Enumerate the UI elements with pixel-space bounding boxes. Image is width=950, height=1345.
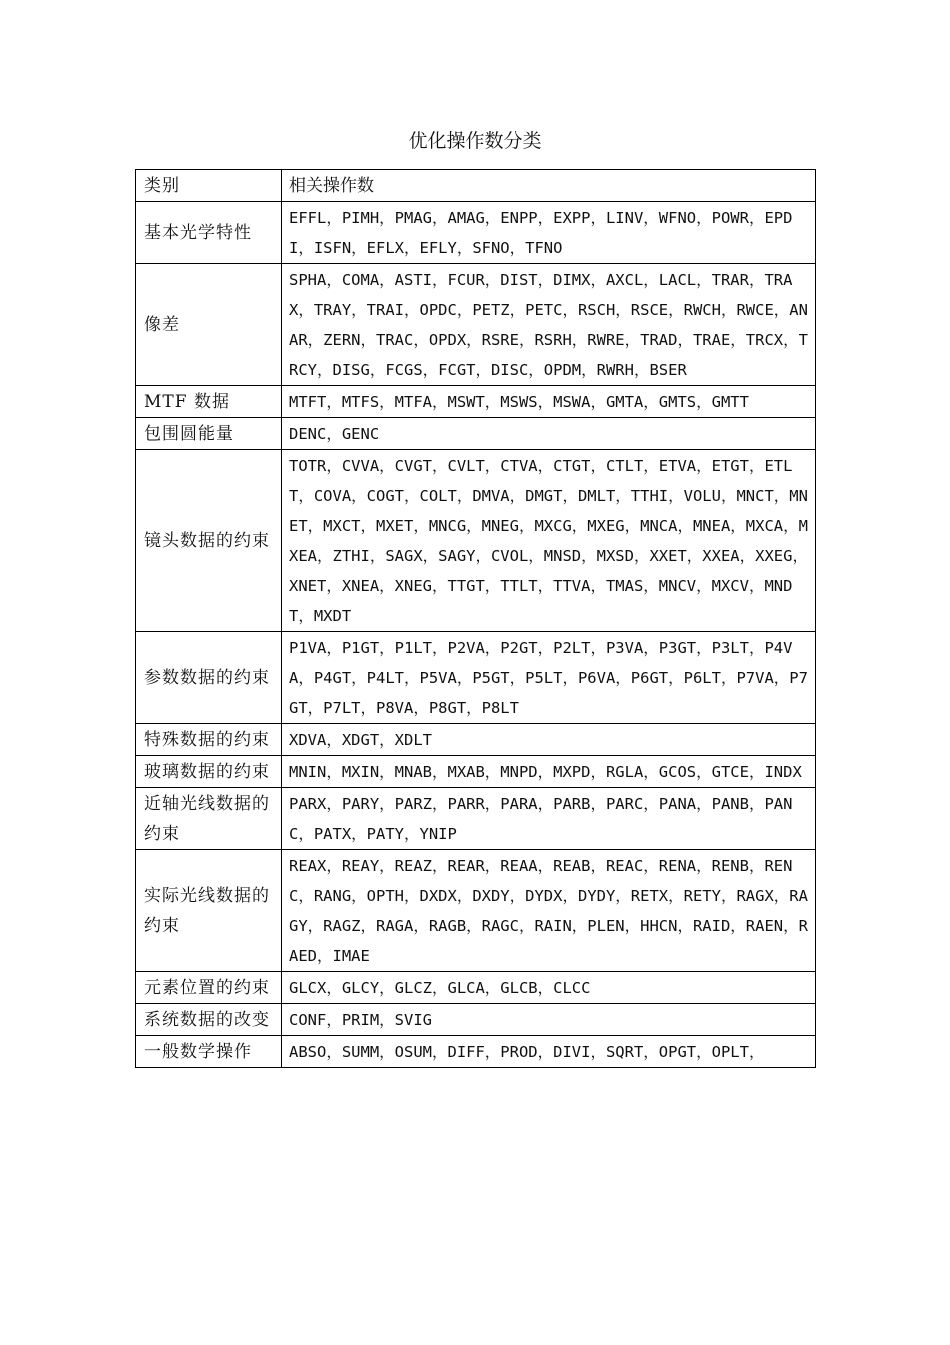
table-header-row: [136, 170, 816, 202]
category-cell: 镜头数据的约束: [136, 450, 282, 632]
category-cell: 一般数学操作: [136, 1036, 282, 1068]
category-cell: 基本光学特性: [136, 202, 282, 264]
header-category: 类别: [136, 170, 282, 202]
table-row: [136, 450, 816, 632]
page-title: 优化操作数分类: [408, 130, 542, 152]
table-row: [136, 788, 816, 850]
category-cell: 实际光线数据的约束: [136, 850, 282, 972]
table-row: [136, 264, 816, 386]
table-row: [136, 202, 816, 264]
category-cell: MTF 数据: [136, 386, 282, 418]
table-row: [136, 1036, 816, 1068]
operands-cell: CONF，PRIM，SVIG: [282, 1004, 816, 1036]
operands-cell: ABSO，SUMM，OSUM，DIFF，PROD，DIVI，SQRT，OPGT，OPLT，: [282, 1036, 816, 1068]
operands-cell: MNIN，MXIN，MNAB，MXAB，MNPD，MXPD，RGLA，GCOS，GTCE，INDX: [282, 756, 816, 788]
operands-cell: EFFL，PIMH，PMAG，AMAG，ENPP，EXPP，LINV，WFNO，POWR，EPDI，ISFN，EFLX，EFLY，SFNO，TFNO: [282, 202, 816, 264]
operands-cell: MTFT，MTFS，MTFA，MSWT，MSWS，MSWA，GMTA，GMTS，GMTT: [282, 386, 816, 418]
table-row: [136, 386, 816, 418]
table-row: [136, 724, 816, 756]
operands-cell: PARX，PARY，PARZ，PARR，PARA，PARB，PARC，PANA，PANB，PANC，PATX，PATY，YNIP: [282, 788, 816, 850]
category-cell: 玻璃数据的约束: [136, 756, 282, 788]
operands-cell: XDVA，XDGT，XDLT: [282, 724, 816, 756]
table-row: [136, 850, 816, 972]
category-cell: 特殊数据的约束: [136, 724, 282, 756]
category-cell: 近轴光线数据的约束: [136, 788, 282, 850]
operands-cell: GLCX，GLCY，GLCZ，GLCA，GLCB，CLCC: [282, 972, 816, 1004]
category-cell: 包围圆能量: [136, 418, 282, 450]
operands-cell: TOTR，CVVA，CVGT，CVLT，CTVA，CTGT，CTLT，ETVA，ETGT，ETLT，COVA，COGT，COLT，DMVA，DMGT，DMLT，TTHI，VOLU，MNCT，MNET，MXCT，MXET，MNCG，MNEG，MXCG，MXEG，MNCA，MNEA，MXCA，MXEA，ZTHI，SAGX，SAGY，CVOL，MNSD，MXSD，XXET，XXEA，XXEG，XNET，XNEA，XNEG，TTGT，TTLT，TTVA，TMAS，MNCV，MXCV，MNDT，MXDT: [282, 450, 816, 632]
header-operands: 相关操作数: [282, 170, 816, 202]
table-row: [136, 756, 816, 788]
operands-cell: REAX，REAY，REAZ，REAR，REAA，REAB，REAC，RENA，RENB，RENC，RANG，OPTH，DXDX，DXDY，DYDX，DYDY，RETX，RETY，RAGX，RAGY，RAGZ，RAGA，RAGB，RAGC，RAIN，PLEN，HHCN，RAID，RAEN，RAED，IMAE: [282, 850, 816, 972]
category-cell: 系统数据的改变: [136, 1004, 282, 1036]
operands-cell: P1VA，P1GT，P1LT，P2VA，P2GT，P2LT，P3VA，P3GT，P3LT，P4VA，P4GT，P4LT，P5VA，P5GT，P5LT，P6VA，P6GT，P6LT，P7VA，P7GT，P7LT，P8VA，P8GT，P8LT: [282, 632, 816, 724]
table-row: [136, 1004, 816, 1036]
table-row: [136, 418, 816, 450]
category-cell: 元素位置的约束: [136, 972, 282, 1004]
table-row: [136, 972, 816, 1004]
operands-cell: DENC，GENC: [282, 418, 816, 450]
category-cell: 像差: [136, 264, 282, 386]
table-row: [136, 632, 816, 724]
operand-category-table: [135, 169, 816, 1068]
operands-cell: SPHA，COMA，ASTI，FCUR，DIST，DIMX，AXCL，LACL，TRAR，TRAX，TRAY，TRAI，OPDC，PETZ，PETC，RSCH，RSCE，RWCH，RWCE，ANAR，ZERN，TRAC，OPDX，RSRE，RSRH，RWRE，TRAD，TRAE，TRCX，TRCY，DISG，FCGS，FCGT，DISC，OPDM，RWRH，BSER: [282, 264, 816, 386]
category-cell: 参数数据的约束: [136, 632, 282, 724]
